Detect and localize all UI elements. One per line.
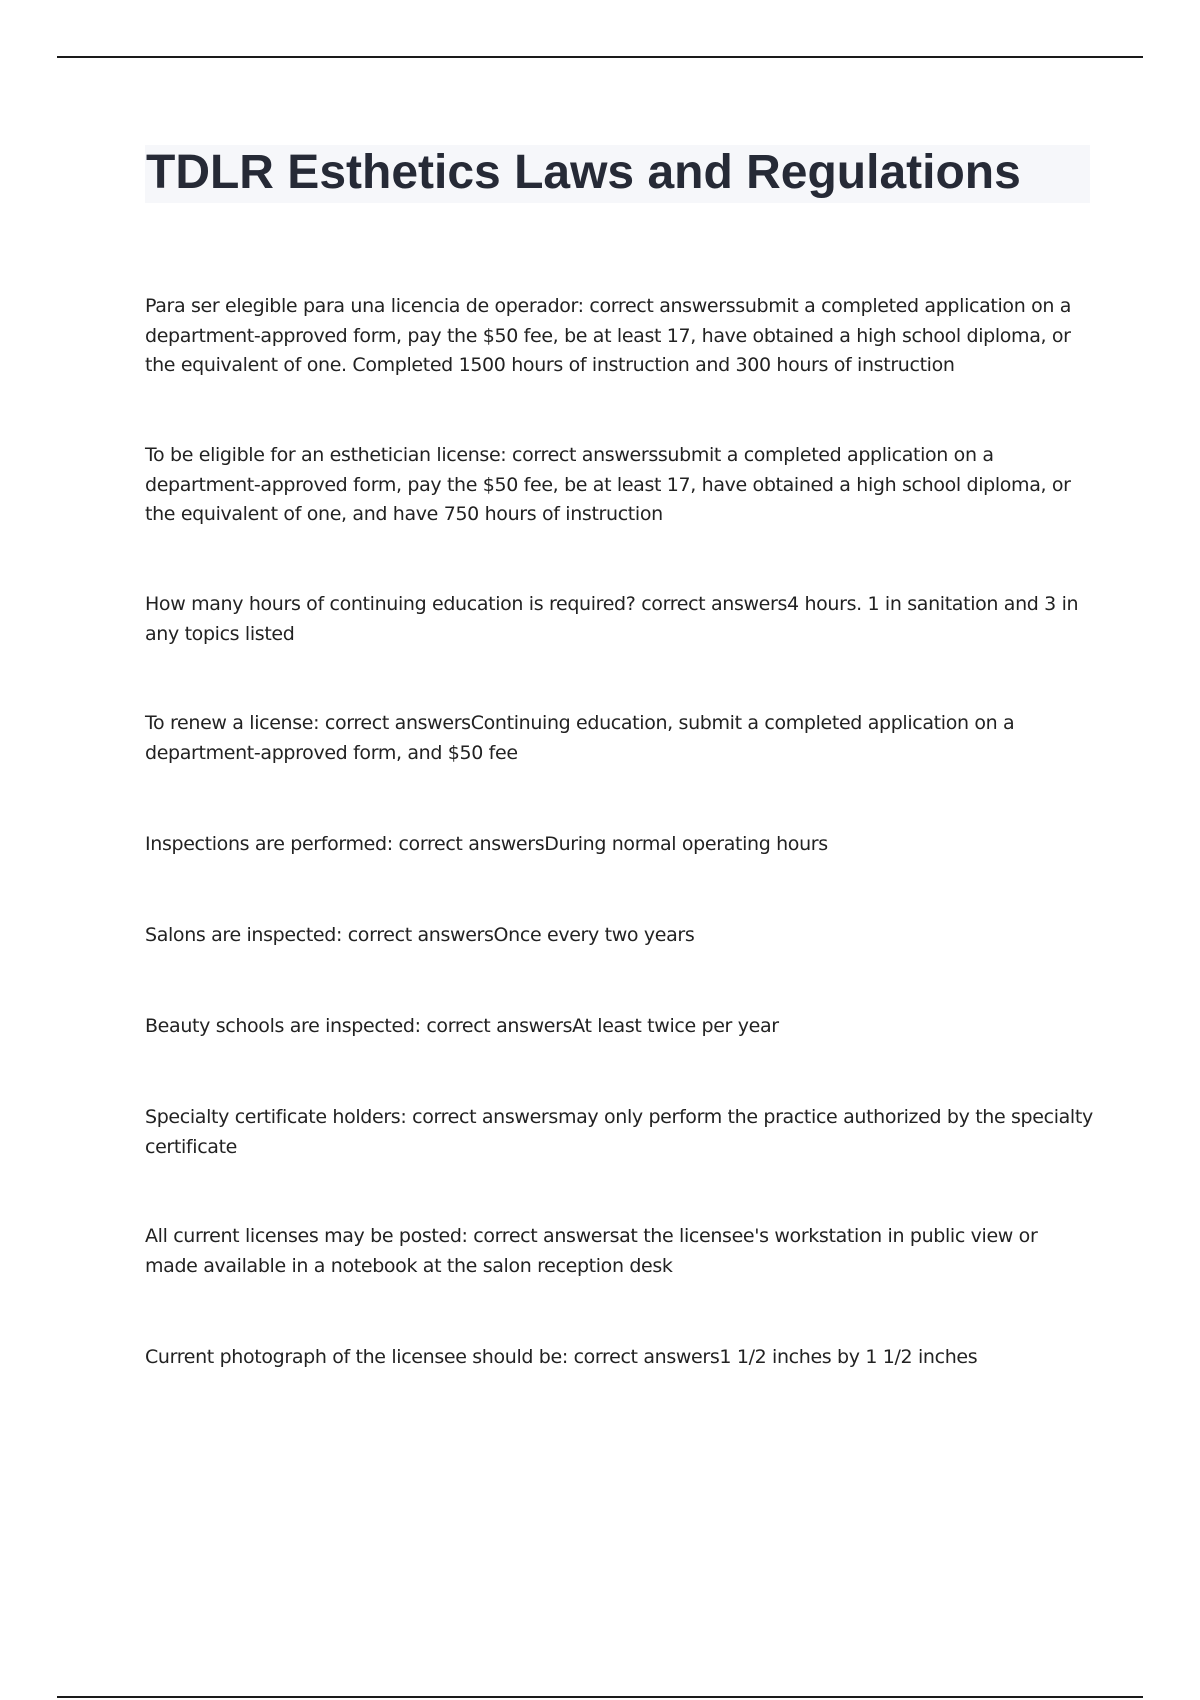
qa-entry-specialty-certificate: Specialty certificate holders: correct answersmay only perform the practice authorized by the specialty certificate: [145, 1106, 1093, 1158]
qa-entry-operator-license: Para ser elegible para una licencia de operador: correct answerssubmit a completed application on a department-approved form, pay the $50 fee, be at least 17, have obtained a high school diploma, or the equivalent of one. Completed 1500 hours of instruction and 300 hours of instruction: [145, 295, 1072, 376]
document-title: TDLR Esthetics Laws and Regulations: [146, 146, 1021, 199]
top-rule: [57, 56, 1143, 58]
qa-entry-esthetician-license: To be eligible for an esthetician license: correct answerssubmit a completed application on a department-approved form, pay the $50 fee, be at least 17, have obtained a high school diploma, or the equivalent of one, and have 750 hours of instruction: [145, 444, 1071, 525]
qa-entry-schools-inspected: Beauty schools are inspected: correct answersAt least twice per year: [145, 1015, 779, 1037]
qa-entry-licenses-posted: All current licenses may be posted: correct answersat the licensee's workstation in public view or made available in a notebook at the salon reception desk: [145, 1225, 1038, 1277]
qa-entry-salons-inspected: Salons are inspected: correct answersOnce every two years: [145, 924, 695, 946]
qa-entry-inspections: Inspections are performed: correct answersDuring normal operating hours: [145, 833, 828, 855]
bottom-rule: [57, 1696, 1143, 1698]
qa-entry-photograph: Current photograph of the licensee should be: correct answers1 1/2 inches by 1 1/2 inches: [145, 1346, 978, 1368]
qa-entry-renew-license: To renew a license: correct answersContinuing education, submit a completed application on a department-approved form, and $50 fee: [145, 712, 1015, 764]
qa-entry-continuing-education: How many hours of continuing education is required? correct answers4 hours. 1 in sanitation and 3 in any topics listed: [145, 593, 1079, 645]
